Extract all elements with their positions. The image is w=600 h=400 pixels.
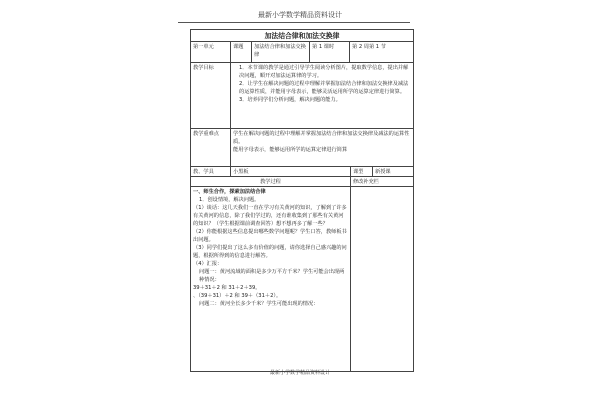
header-divider — [178, 22, 410, 23]
page-footer: 最新小学数学精品资料设计 — [269, 370, 330, 376]
process-line: （2）你能根据这些信息提出哪些数学问题呢？学生口答，教师板书出问题。 — [193, 229, 347, 243]
doc-title-row — [191, 30, 413, 42]
process-line: 问题二：黄河全长多少千米？学生可能出现的情况： — [199, 301, 319, 307]
type-label: 课型 — [351, 167, 373, 176]
lesson-cell: 第 1 课时 — [310, 42, 350, 62]
process-line: 问题一：黄河流域的面积是多少万平方千米？学生可能会出现两种情况： — [199, 269, 345, 283]
type-value: 新授课 — [375, 169, 391, 175]
process-line: 39＋31＋2 和 31＋2＋39。 — [193, 285, 261, 291]
topic-label-cell: 课题 — [231, 42, 252, 62]
keypoints-label: 教学重难点 — [191, 129, 231, 166]
page-header: 最新小学数学精品资料设计 — [258, 11, 342, 19]
tools-label: 教、学具 — [191, 167, 231, 176]
goals-row — [191, 63, 413, 129]
process-line: 、（39＋31）＋2 和 39＋（31＋2）。 — [193, 293, 282, 299]
lesson-plan-table — [190, 29, 414, 372]
keypoint-line: 学生在解决问题的过程中理解并掌握加法结合律和加法交换律及减法的运算性质。 — [233, 131, 410, 145]
goal-item: 3．培养同学们分析问题，解决问题的能力。 — [239, 97, 341, 103]
process-row — [191, 187, 413, 371]
goals-content — [231, 63, 413, 128]
keypoint-line: 能用字母表示，能够运用所学的运算定律进行简算 — [233, 147, 348, 153]
process-line: （3）同学们提出了这么多有价值的问题，请你选择自己感兴趣的问题，根据所得到的信息进行解答。 — [193, 245, 347, 259]
info-row — [191, 42, 413, 63]
process-heading: 一、师生合作，探索加法结合律 — [193, 189, 266, 195]
tools-value: 小黑板 — [231, 167, 351, 176]
goal-item: 1．本节课的教学是通过引导学生阅读分析图片，提取数学信息，提出并解决问题，順开对加法运算律的学习。 — [239, 65, 409, 79]
process-header-row — [191, 177, 413, 187]
process-line: （4）汇报： — [193, 261, 223, 267]
keypoints-row — [191, 129, 413, 167]
notes-column — [351, 187, 413, 371]
notes-header-label: 修改补充栏 — [353, 179, 379, 185]
process-line: 1．创设情境，解决问题。 — [199, 197, 260, 203]
process-line: （1）谈话：这几天我们一直在学习有关黄河的知识，了解到了许多有关黄河的信息，除了我们学过的，还有谁收集到了那些有关黄河的知识？（学生根据课前调查回答）想不想再多了解一些？ — [193, 205, 347, 227]
keypoints-content — [231, 129, 413, 166]
process-header-label: 教学过程 — [191, 177, 351, 186]
goal-item: 2．让学生在解决问题的过程中理解并掌握加法结合律和加法交换律及减法的运算性质，并能用字母表示，能够灵活运用所学的运算定律进行简算。 — [239, 81, 409, 95]
topic-cell: 加法结合律和加法交换律 — [252, 42, 310, 62]
doc-title: 加法结合律和加法交换律 — [264, 31, 340, 40]
process-content — [191, 187, 351, 371]
unit-cell: 第一单元 — [191, 42, 231, 62]
tools-row — [191, 167, 413, 177]
goals-label: 教学目标 — [191, 63, 231, 128]
week-cell: 第 2 周第 1 节 — [352, 44, 386, 50]
